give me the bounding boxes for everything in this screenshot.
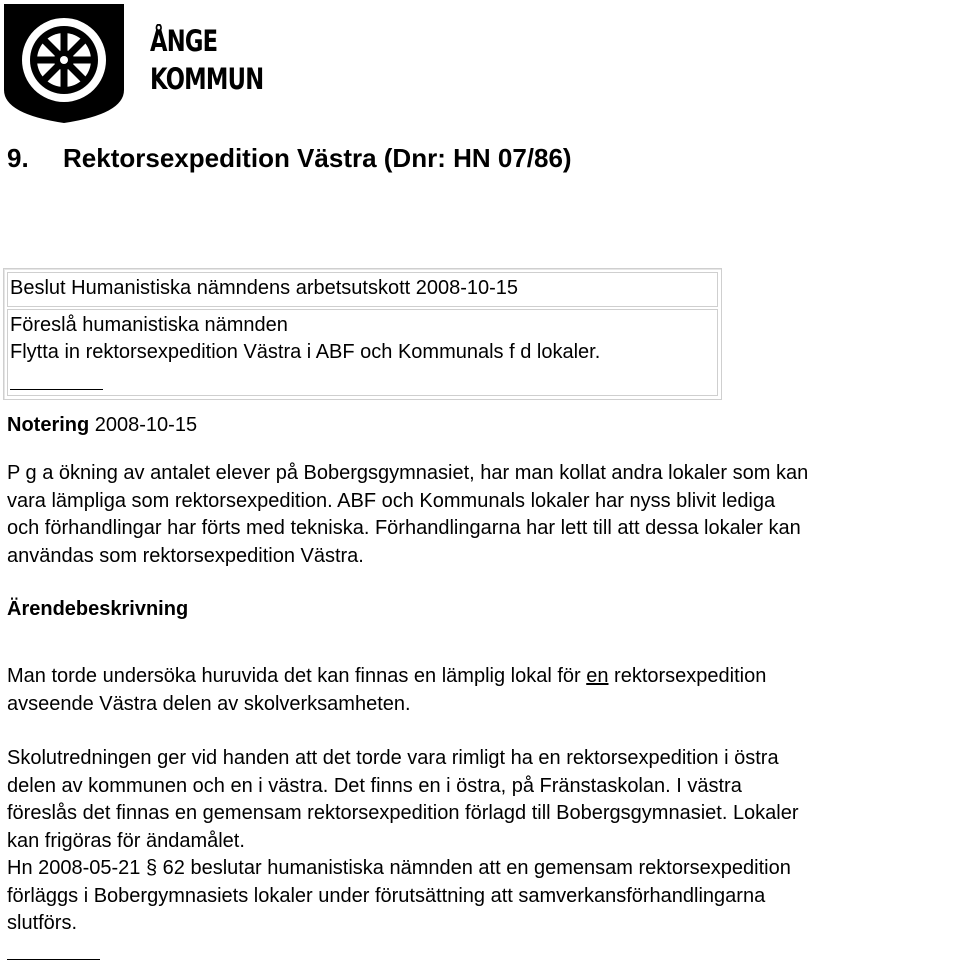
paragraph-sign: § xyxy=(146,857,158,879)
arende-p1-after: rektorsexpedition xyxy=(608,665,767,687)
arende-paragraph-2 xyxy=(7,745,957,938)
logo-line-2: KOMMUN xyxy=(150,62,264,96)
arende-p1-line-1 xyxy=(7,663,957,691)
arende-p1-before: Man torde undersöka huruvida det kan finnas en lämplig lokal för xyxy=(7,665,587,687)
arende-p3-prefix: Hn 2008-05-21 xyxy=(7,857,141,879)
notering-line: P g a ökning av antalet elever på Bobergsgymnasiet, har man kollat andra lokaler som kan xyxy=(7,462,809,484)
arende-p3-rest: 62 beslutar humanistiska nämnden att en gemensam rektorsexpedition xyxy=(157,857,791,879)
arende-p3-line: förläggs i Bobergymnasiets lokaler under förutsättning att samverkansförhandlingarna xyxy=(7,884,766,907)
notering-heading xyxy=(7,412,197,438)
arende-p2-line: föreslås det finnas en gemensam rektorsexpedition förlagd till Bobergsgymnasiet. Lokaler xyxy=(7,802,799,824)
arende-p2-line: delen av kommunen och en i västra. Det finns en i östra, på Fränstaskolan. I västra xyxy=(7,774,742,797)
notering-line: och förhandlingar har förts med tekniska. Förhandlingarna har lett till att dessa lokaler kan xyxy=(7,517,801,539)
arende-heading: Ärendebeskrivning xyxy=(7,598,189,620)
arende-p3-line: slutförs. xyxy=(7,912,78,934)
notering-line: vara lämpliga som rektorsexpedition. ABF och Kommunals lokaler har nyss blivit lediga xyxy=(7,489,776,512)
item-number: 9. xyxy=(7,143,29,173)
arende-p2-line: kan frigöras för ändamålet. xyxy=(7,829,245,852)
item-title: Rektorsexpedition Västra (Dnr: HN 07/86) xyxy=(63,143,572,173)
notering-date: 2008-10-15 xyxy=(94,414,198,436)
arende-paragraph-1 xyxy=(7,663,957,718)
page-title xyxy=(7,143,572,174)
notering-label: Notering xyxy=(7,414,90,436)
decision-line-2: Flytta in rektorsexpedition Västra i ABF och Kommunals f d lokaler. xyxy=(10,341,601,363)
logo-wordmark xyxy=(150,22,263,98)
municipality-logo xyxy=(2,2,126,125)
arende-p2-line: Skolutredningen ger vid handen att det torde vara rimligt ha en rektorsexpedition i östra xyxy=(7,747,779,769)
decision-title: Beslut Humanistiska nämndens arbetsutskott 2008-10-15 xyxy=(10,277,519,299)
end-rule xyxy=(7,959,100,960)
notering-text xyxy=(7,460,957,570)
arende-p1-underlined: en xyxy=(586,665,609,687)
decision-rule xyxy=(10,389,103,390)
arende-p1-line-2: avseende Västra delen av skolverksamheten. xyxy=(7,692,411,715)
logo-line-1: ÅNGE xyxy=(150,24,218,58)
arende-p3-line-1 xyxy=(7,855,957,883)
decision-line-1: Föreslå humanistiska nämnden xyxy=(10,314,288,336)
notering-line: användas som rektorsexpedition Västra. xyxy=(7,544,364,567)
wheel-emblem-icon xyxy=(2,2,126,125)
